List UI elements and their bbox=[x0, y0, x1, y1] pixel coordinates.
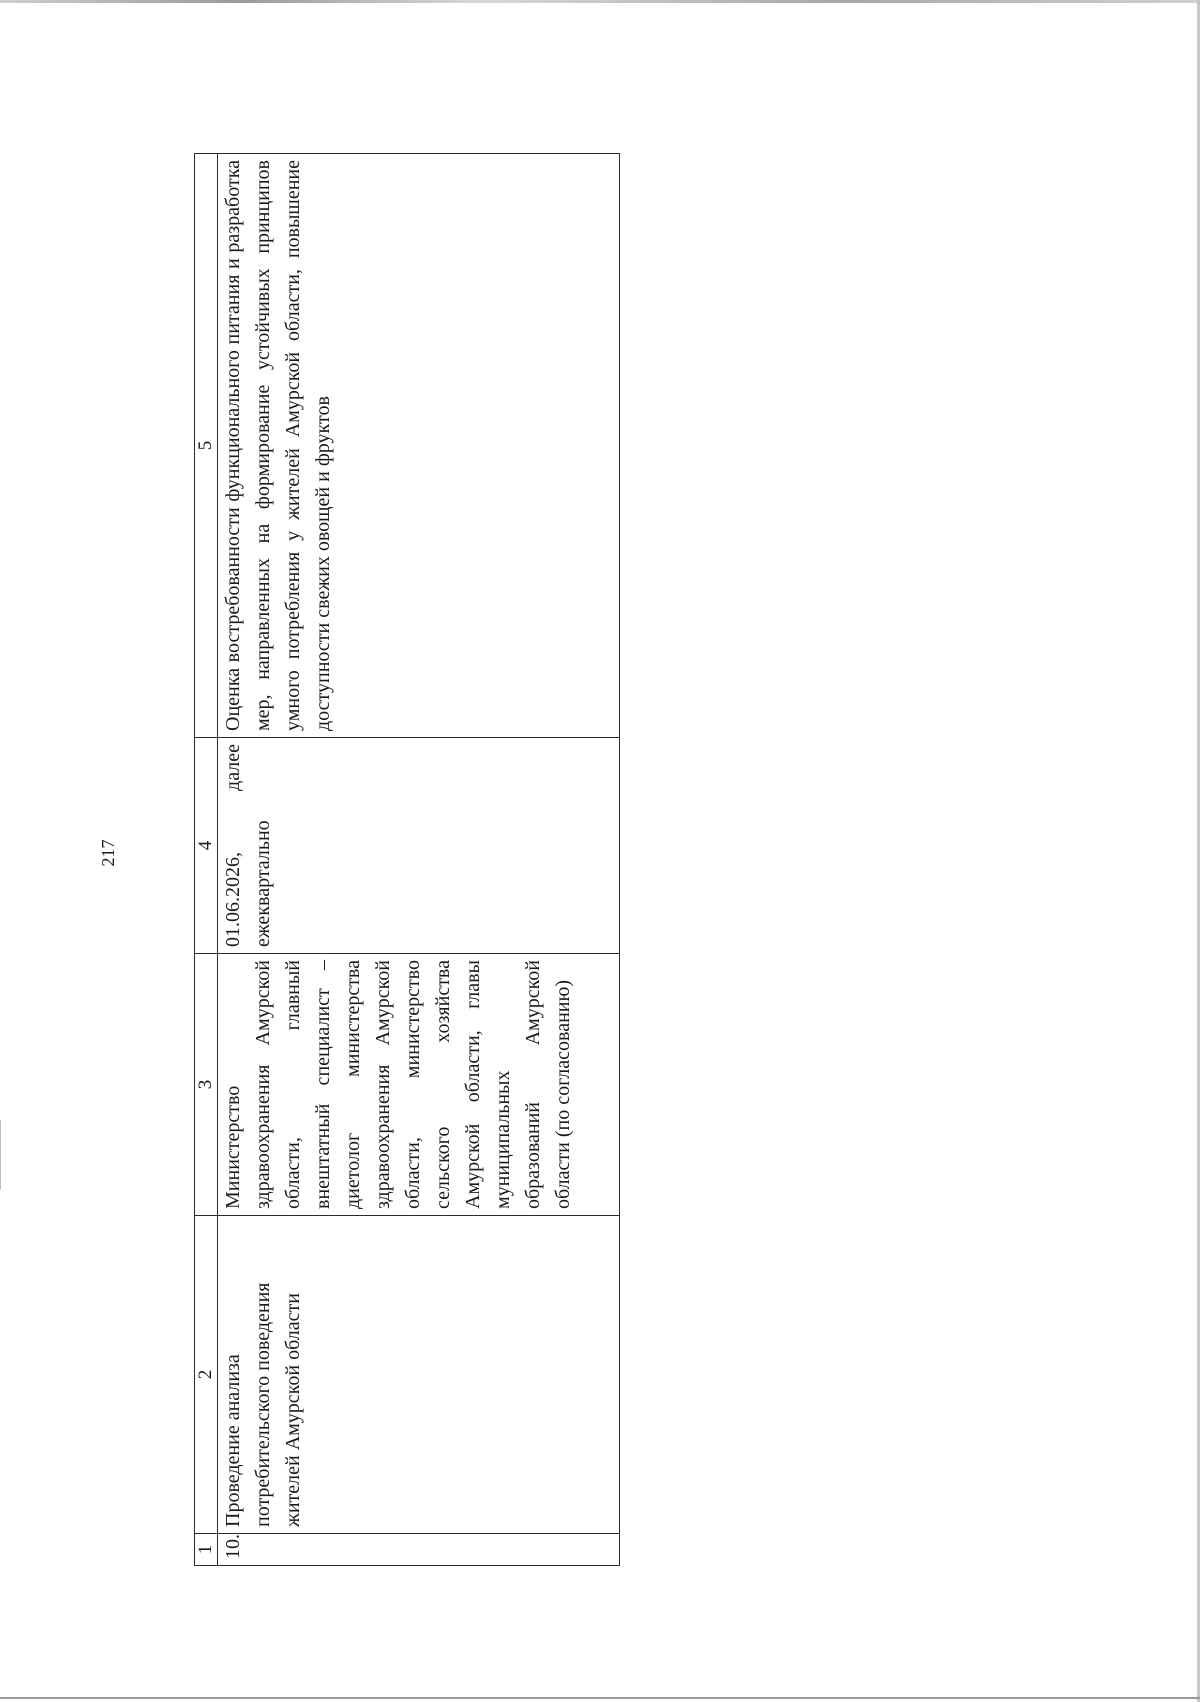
activity-cell bbox=[218, 1216, 620, 1534]
scan-edge-top bbox=[0, 0, 1200, 3]
header-cell-2: 2 bbox=[195, 1216, 218, 1534]
result-text: Оценка востребованности функционального питания и разработка мер, направленных на формирование устойчивых принципов умного потребления у жителей Амурской области, повышение доступности свежих овощей и фруктов bbox=[222, 160, 334, 731]
scan-edge-left bbox=[0, 1120, 1, 1190]
responsible-text: Министерство здравоохранения Амурской области, главный внештатный специалист – диетолог министерства здравоохранения Амурской области, министерство сельского хозяйства Амурской области, главы муниципальных образований Амурской области (по согласованию) bbox=[222, 960, 574, 1209]
plan-table bbox=[194, 153, 620, 1566]
header-cell-1: 1 bbox=[195, 1534, 218, 1566]
header-cell-5: 5 bbox=[195, 154, 218, 738]
deadline-text: 01.06.2026, далее ежеквартально bbox=[222, 744, 274, 947]
page-number: 217 bbox=[98, 839, 118, 867]
activity-text: Проведение анализа потребительского поведения жителей Амурской области bbox=[222, 1282, 304, 1527]
result-cell bbox=[218, 154, 620, 738]
table-container bbox=[194, 154, 620, 1566]
responsible-cell bbox=[218, 954, 620, 1216]
row-number: 10. bbox=[222, 1534, 244, 1559]
row-number-cell bbox=[218, 1534, 620, 1566]
deadline-cell bbox=[218, 738, 620, 954]
header-cell-4: 4 bbox=[195, 738, 218, 954]
table-row bbox=[218, 154, 620, 1566]
header-cell-3: 3 bbox=[195, 954, 218, 1216]
table-header-row bbox=[195, 154, 218, 1566]
scan-edge-bottom bbox=[0, 1697, 1200, 1699]
